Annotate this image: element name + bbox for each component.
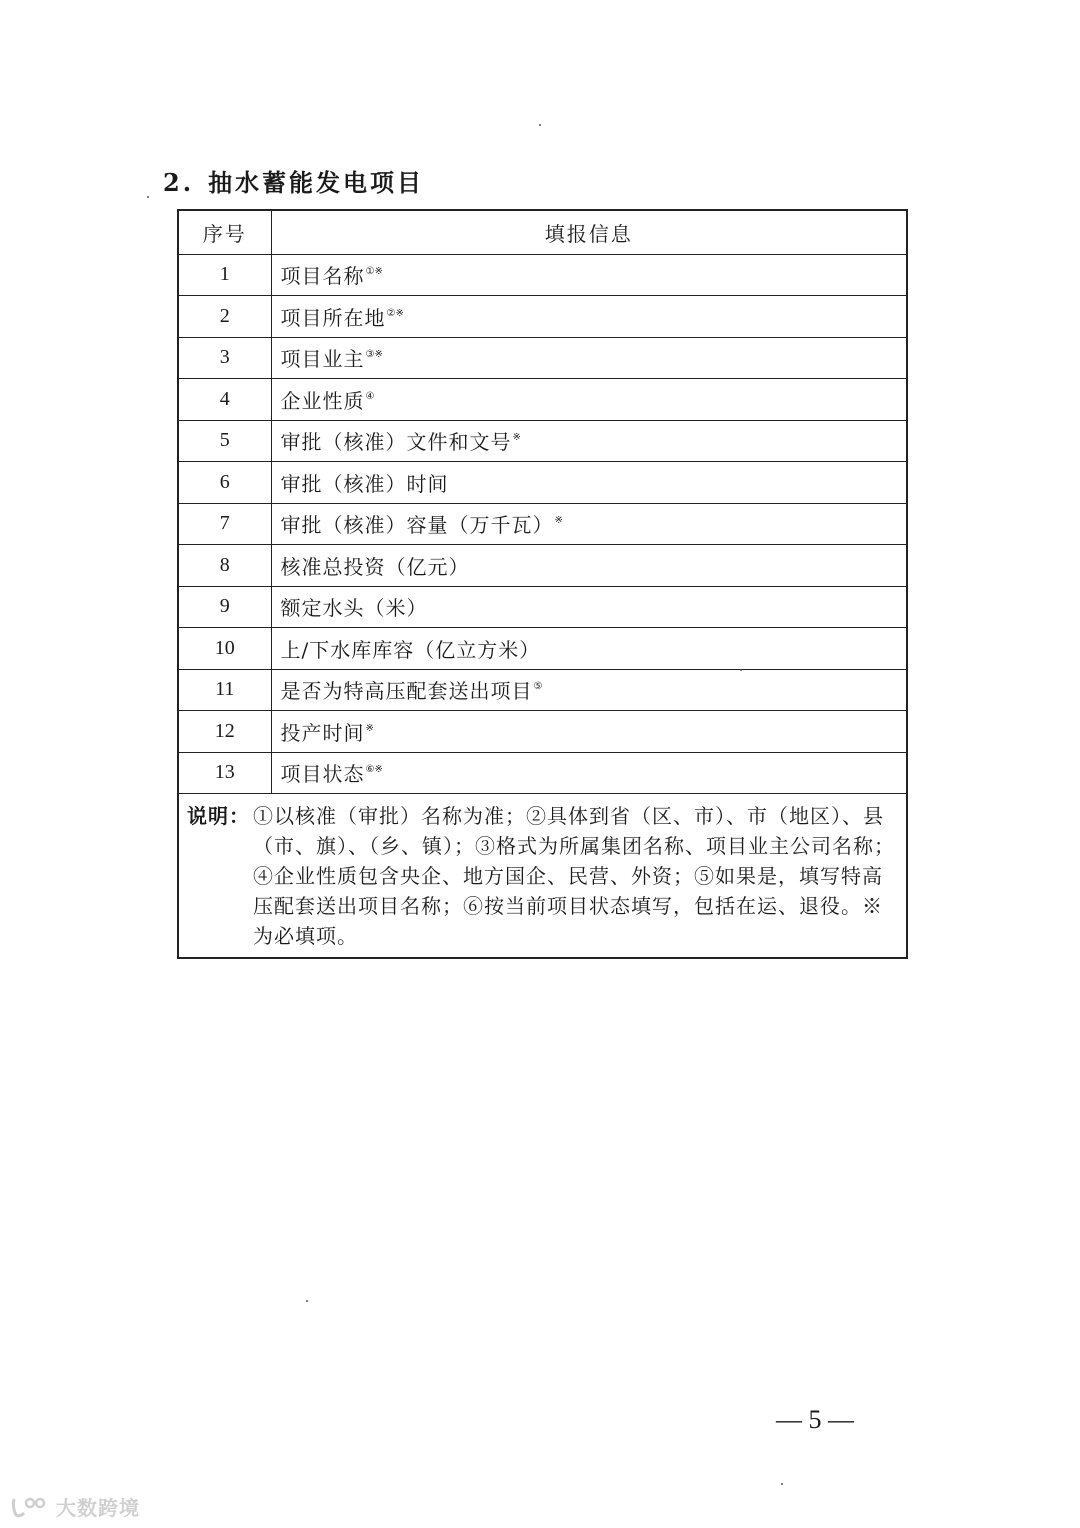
scan-speck xyxy=(306,1300,308,1302)
row-field-label: 审批（核准）时间 xyxy=(280,471,449,496)
table-row xyxy=(178,669,907,711)
notes-cell xyxy=(178,794,907,959)
footnote-mark: ⑤ xyxy=(533,681,543,693)
table-row xyxy=(178,503,907,545)
row-field-label: 项目状态 xyxy=(280,762,365,787)
table-row xyxy=(178,545,907,587)
row-field-cell xyxy=(271,503,907,545)
row-field-label: 项目业主 xyxy=(280,347,365,372)
row-field-cell xyxy=(271,462,907,504)
footnote-mark: ②※ xyxy=(386,307,404,319)
row-field-label: 核准总投资（亿元） xyxy=(280,554,470,579)
row-field-cell xyxy=(271,669,907,711)
row-field-label: 企业性质 xyxy=(280,388,365,413)
table-row xyxy=(178,711,907,753)
table-row xyxy=(178,337,907,379)
table-row xyxy=(178,586,907,628)
header-info: 填报信息 xyxy=(271,210,907,254)
row-field-cell xyxy=(271,711,907,753)
footnote-mark: ⑥※ xyxy=(365,764,383,776)
row-index: 13 xyxy=(178,752,271,794)
row-index: 1 xyxy=(178,254,271,296)
row-field-cell xyxy=(271,296,907,338)
table-header-row xyxy=(178,210,907,254)
scan-speck xyxy=(740,669,742,671)
row-field-cell xyxy=(271,379,907,421)
row-field-cell xyxy=(271,254,907,296)
watermark-logo-icon xyxy=(10,1495,50,1519)
page-number: — 5 — xyxy=(776,1405,854,1434)
row-index: 8 xyxy=(178,545,271,587)
table-body xyxy=(178,254,907,794)
footnote-mark: ※ xyxy=(365,722,374,734)
footnote-mark: ③※ xyxy=(365,349,383,361)
section-number: 2. xyxy=(163,168,195,197)
scan-speck xyxy=(539,124,541,126)
row-index: 3 xyxy=(178,337,271,379)
table-row xyxy=(178,462,907,504)
table-row xyxy=(178,420,907,462)
table-row xyxy=(178,254,907,296)
notes-label: 说明： xyxy=(187,804,250,828)
footnote-mark: ①※ xyxy=(365,266,383,278)
row-index: 10 xyxy=(178,628,271,670)
header-index: 序号 xyxy=(178,210,271,254)
row-field-cell xyxy=(271,586,907,628)
watermark xyxy=(10,1492,140,1521)
info-table xyxy=(177,209,908,959)
footnote-mark: ④ xyxy=(365,390,375,402)
section-title: 抽水蓄能发电项目 xyxy=(208,168,425,197)
row-field-label: 上/下水库库容（亿立方米） xyxy=(280,637,541,662)
table-row xyxy=(178,628,907,670)
row-index: 9 xyxy=(178,586,271,628)
row-field-cell xyxy=(271,752,907,794)
row-index: 12 xyxy=(178,711,271,753)
row-field-label: 审批（核准）文件和文号 xyxy=(280,430,512,455)
scan-speck xyxy=(147,196,149,198)
row-field-label: 项目名称 xyxy=(280,264,365,289)
table-row xyxy=(178,296,907,338)
footnote-mark: ※ xyxy=(512,432,521,444)
row-field-label: 项目所在地 xyxy=(280,305,386,330)
row-index: 7 xyxy=(178,503,271,545)
watermark-text: 大数跨境 xyxy=(56,1496,140,1520)
row-field-cell xyxy=(271,420,907,462)
row-field-cell xyxy=(271,545,907,587)
row-index: 4 xyxy=(178,379,271,421)
row-field-label: 额定水头（米） xyxy=(280,596,428,621)
row-index: 6 xyxy=(178,462,271,504)
row-field-cell xyxy=(271,628,907,670)
row-index: 2 xyxy=(178,296,271,338)
row-field-label: 投产时间 xyxy=(280,720,365,745)
table-row xyxy=(178,379,907,421)
row-field-label: 是否为特高压配套送出项目 xyxy=(280,679,533,704)
notes-text: ①以核准（审批）名称为准；②具体到省（区、市）、市（地区）、县（市、旗）、（乡、镇）；③格式为所属集团名称、项目业主公司名称；④企业性质包含央企、地方国企、民营、外资；⑤如果是，填写特高压配套送出项目名称；⑥按当前项目状态填写，包括在运、退役。※为必填项。 xyxy=(253,804,895,948)
section-heading xyxy=(163,163,424,198)
scan-speck xyxy=(781,1483,783,1485)
row-field-label: 审批（核准）容量（万千瓦） xyxy=(280,513,554,538)
footnote-mark: ※ xyxy=(554,515,563,527)
table-row xyxy=(178,752,907,794)
row-index: 5 xyxy=(178,420,271,462)
row-field-cell xyxy=(271,337,907,379)
notes-row xyxy=(178,794,907,959)
row-index: 11 xyxy=(178,669,271,711)
